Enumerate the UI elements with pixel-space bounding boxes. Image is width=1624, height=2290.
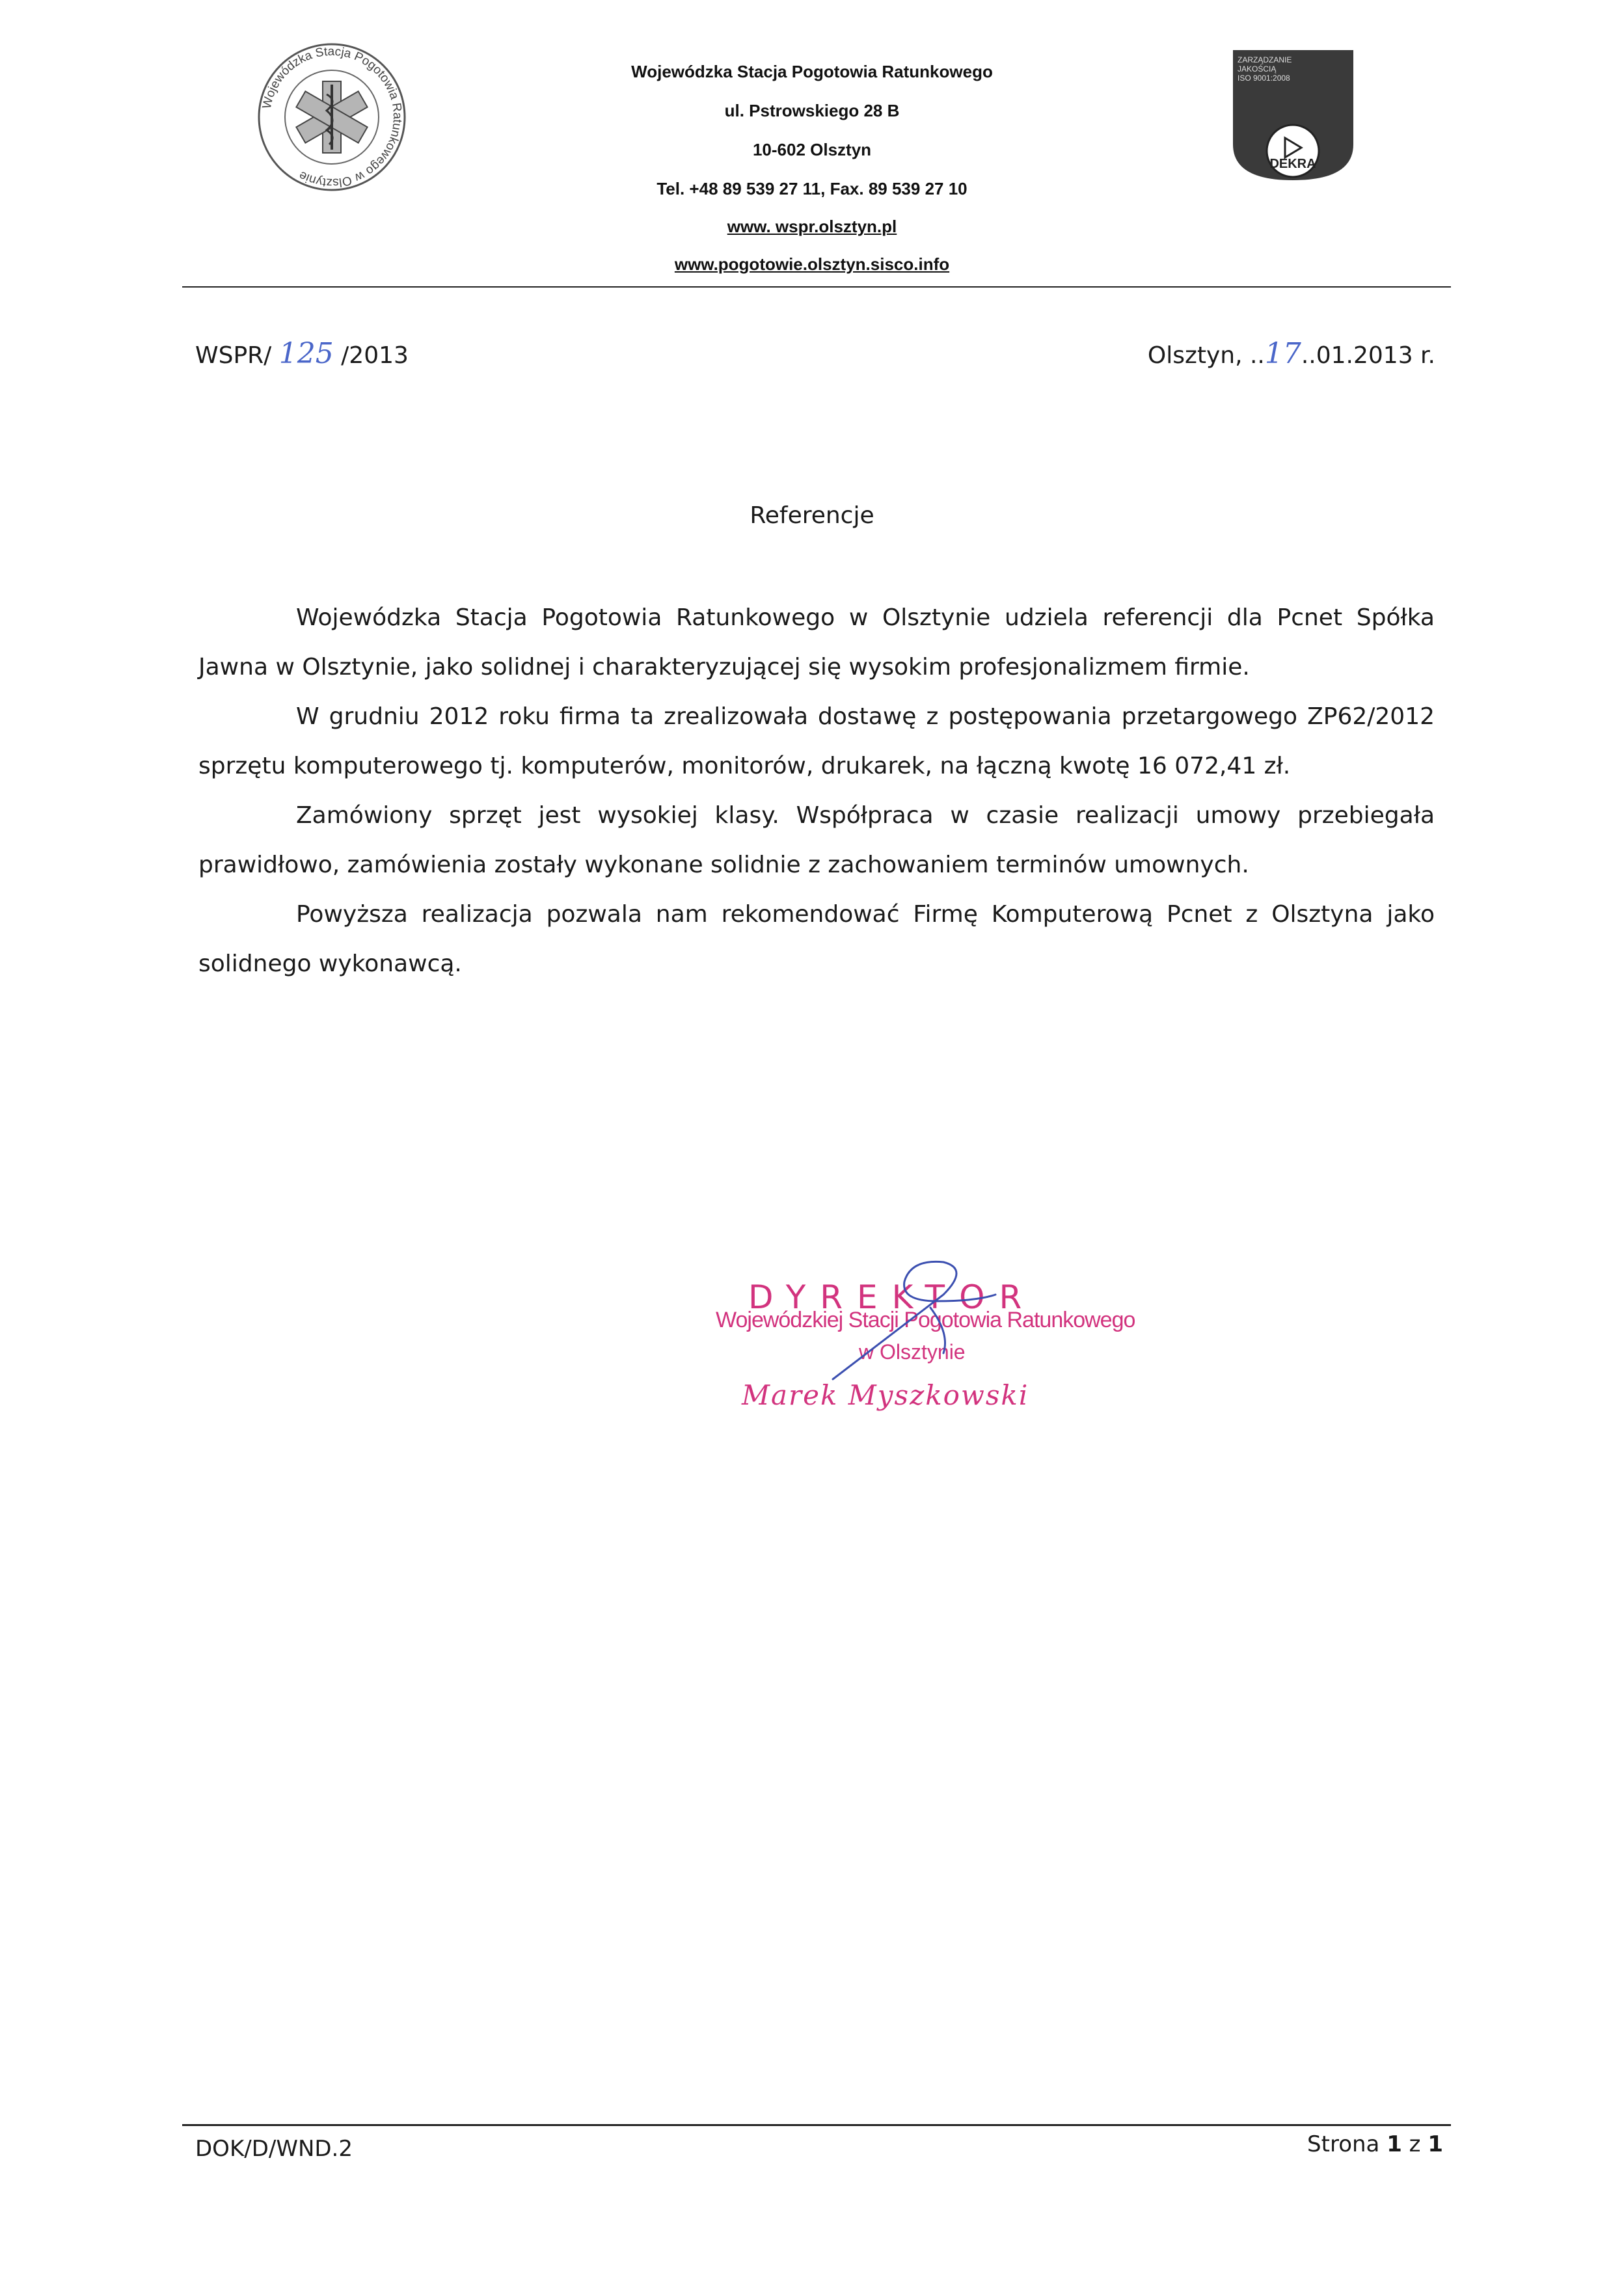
reference-prefix: WSPR/ — [195, 342, 279, 369]
date-handwritten-day: 17 — [1264, 337, 1301, 370]
paragraph-1: Wojewódzka Stacja Pogotowia Ratunkowego w Olsztynie udziela referencji dla Pcnet Spółka Jawna w Olsztynie, jako solidnej i charakteryzującej się wysokim profesjonalizmem firmie. — [198, 604, 1435, 680]
stamp-title: DYREKTOR — [748, 1278, 1036, 1316]
date-suffix: ..01.2013 r. — [1301, 342, 1435, 369]
stamp-city: w Olsztynie — [859, 1340, 966, 1364]
document-code: DOK/D/WND.2 — [195, 2136, 353, 2162]
date-prefix: Olsztyn, .. — [1147, 342, 1265, 369]
reference-suffix: /2013 — [333, 342, 409, 369]
page-label: Strona — [1307, 2131, 1387, 2157]
document-title: Referencje — [750, 502, 874, 529]
page-indicator — [1307, 2131, 1443, 2157]
reference-number — [195, 337, 409, 370]
page-of: z — [1401, 2131, 1428, 2157]
dekra-line2: JAKOŚCIĄ — [1238, 64, 1277, 74]
paragraph-3: Zamówiony sprzęt jest wysokiej klasy. Współpraca w czasie realizacji umowy przebiegała prawidłowo, zamówienia zostały wykonane solidnie z zachowaniem terminów umownych. — [198, 802, 1435, 878]
handwritten-signature — [781, 1256, 1028, 1386]
header-postal: 10-602 Olsztyn — [752, 140, 872, 159]
header-institution: Wojewódzka Stacja Pogotowia Ratunkowego — [631, 62, 993, 81]
page-current: 1 — [1387, 2131, 1402, 2157]
reference-handwritten-number: 125 — [278, 337, 334, 370]
logo-ring-text: Wojewódzka Stacja Pogotowia Ratunkowego w Olsztynie — [260, 44, 405, 190]
letter-date — [1148, 337, 1435, 370]
header-street: ul. Pstrowskiego 28 B — [724, 101, 900, 120]
dekra-line1: ZARZĄDZANIE — [1238, 55, 1292, 64]
stamp-name: Marek Myszkowski — [742, 1379, 1029, 1411]
header-website-1[interactable]: www. wspr.olsztyn.pl — [727, 217, 897, 236]
dekra-line3: ISO 9001:2008 — [1238, 74, 1290, 83]
page-total: 1 — [1428, 2131, 1443, 2157]
header-divider — [182, 286, 1451, 288]
dekra-brand: DEKRA — [1269, 157, 1316, 171]
header-phone-fax: Tel. +48 89 539 27 11, Fax. 89 539 27 10 — [656, 179, 968, 198]
header-website-2[interactable]: www.pogotowie.olsztyn.sisco.info — [674, 254, 950, 274]
paragraph-2: W grudniu 2012 roku firma ta zrealizowała dostawę z postępowania przetargowego ZP62/2012 sprzętu komputerowego tj. komputerów, monitorów, drukarek, na łączną kwotę 16 072,41 zł. — [198, 703, 1435, 779]
stamp-institution: Wojewódzkiej Stacji Pogotowia Ratunkowego — [716, 1308, 1135, 1332]
footer-divider — [182, 2124, 1451, 2126]
paragraph-4: Powyższa realizacja pozwala nam rekomendować Firmę Komputerową Pcnet z Olsztyna jako solidnego wykonawcą. — [198, 901, 1435, 977]
